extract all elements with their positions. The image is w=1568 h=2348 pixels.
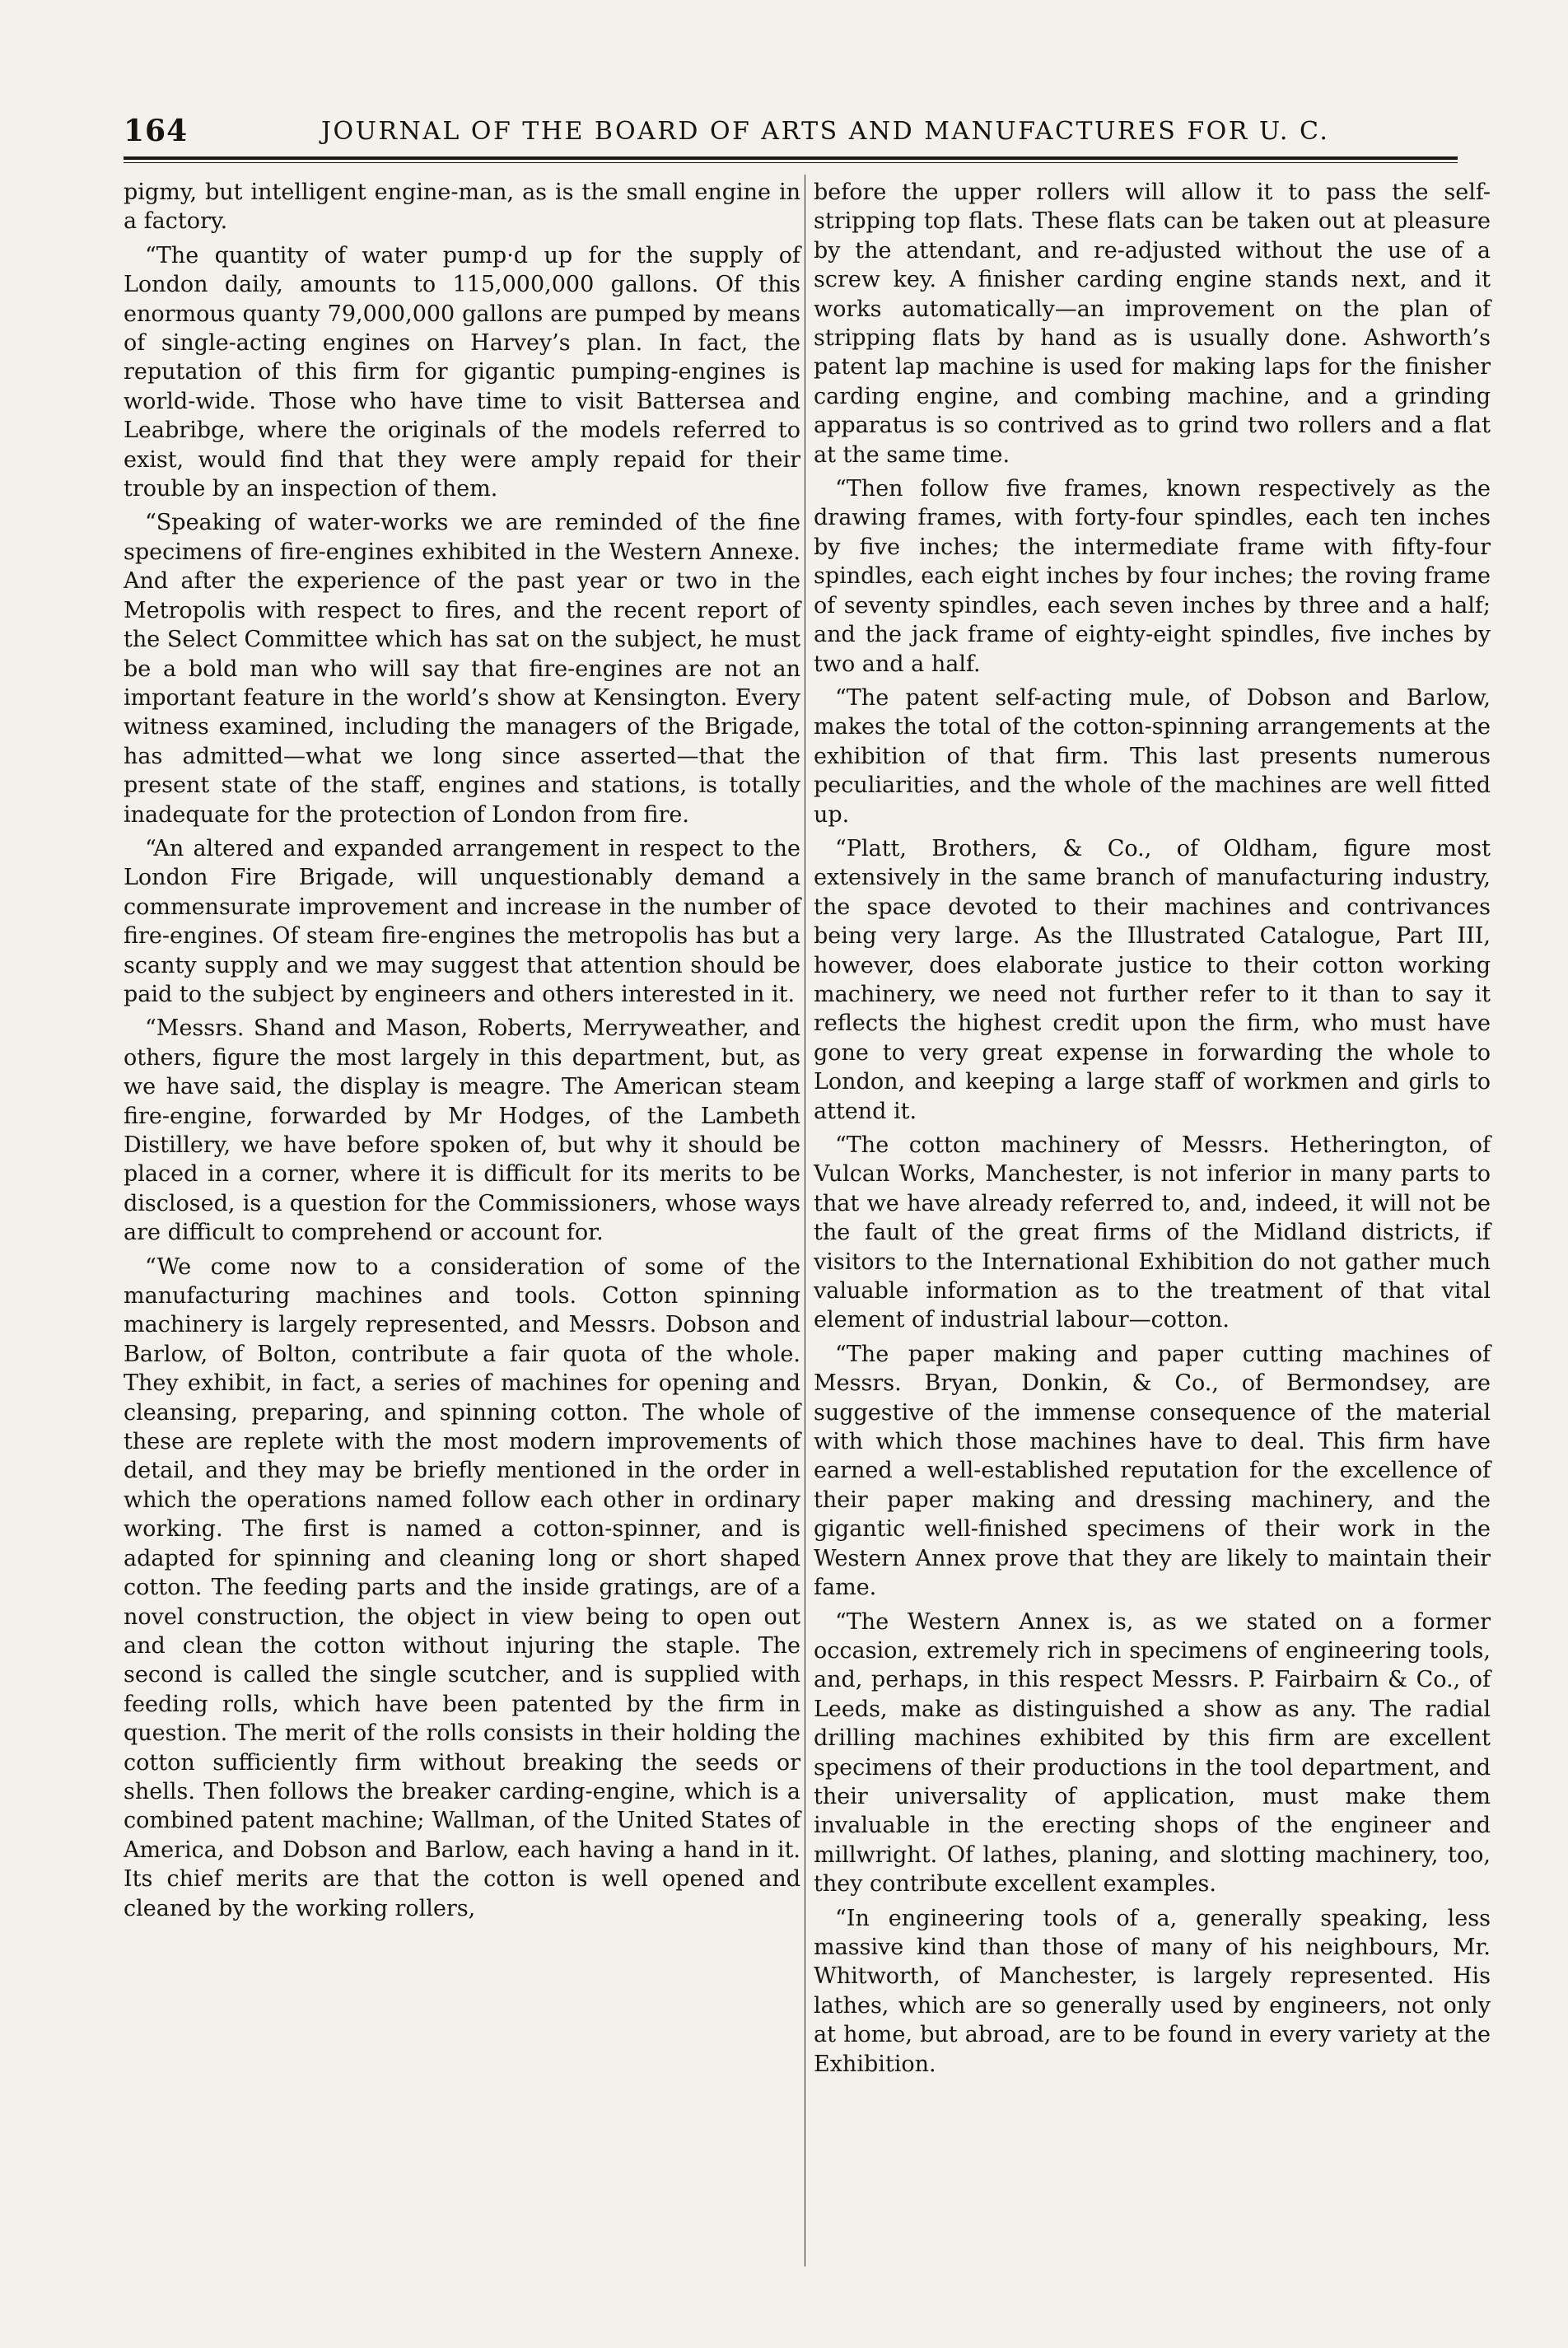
paragraph: pigmy, but intelligent engine-man, as is the small engine in a factory.: [124, 180, 800, 235]
paragraph: “Platt, Brothers, & Co., of Oldham, figure most extensively in the same branch of manufacturing industry, the space devoted to their machines and contrivances being very large. As the Illustrated Catalogue, Part III, however, does elaborate justice to their cotton working machinery, we need not further refer to it than to say it reflects the highest credit upon the firm, who must have gone to very great expense in forwarding the whole to London, and keeping a large staff of workmen and girls to attend it.: [814, 835, 1491, 1124]
header-rule-thin: [124, 162, 1458, 163]
paragraph: before the upper rollers will allow it to pass the self-stripping top flats. These flats can be taken out at pleasure by the attendant, and re-adjusted without the use of a screw key. A finisher carding engine stands next, and it works automatically—an improvement on the plan of stripping flats by hand as is usually done. Ashworth’s patent lap machine is used for making laps for the finisher carding engine, and combing machine, and a grinding apparatus is so contrived as to grind two rollers and a flat at the same time.: [814, 180, 1491, 468]
page-number: 164: [124, 114, 189, 148]
paragraph: “Speaking of water-works we are reminded of the fine specimens of fire-engines exhibited in the Western Annexe. And after the experience of the past year or two in the Metropolis with respect to fires, and the recent report of the Select Committee which has sat on the subject, he must be a bold man who will say that fire-engines are not an important feature in the world’s show at Kensington. Every witness examined, including the managers of the Brigade, has admitted—what we long since asserted—that the present state of the staff, engines and stations, is totally inadequate for the protection of London from fire.: [124, 510, 800, 828]
header-rule: [124, 156, 1458, 160]
left-column: [124, 178, 800, 1928]
paragraph: “The Western Annex is, as we stated on a former occasion, extremely rich in specimens of engineering tools, and, perhaps, in this respect Messrs. P. Fairbairn & Co., of Leeds, make as distinguished a show as any. The radial drilling machines exhibited by this firm are excellent specimens of their productions in the tool department, and their universality of application, must make them invaluable in the erecting shops of the engineer and millwright. Of lathes, planing, and slotting machinery, too, they contribute excellent examples.: [814, 1608, 1491, 1898]
paragraph: “The cotton machinery of Messrs. Hetherington, of Vulcan Works, Manchester, is not inferior in many parts to that we have already referred to, and, indeed, it will not be the fault of the great firms of the Midland districts, if visitors to the International Exhibition do not gather much valuable information as to the treatment of that vital element of industrial labour—cotton.: [814, 1132, 1491, 1333]
paragraph: “The patent self-acting mule, of Dobson and Barlow, makes the total of the cotton-spinning arrangements at the exhibition of that firm. This last presents numerous peculiarities, and the whole of the machines are well fitted up.: [814, 684, 1491, 828]
running-title: JOURNAL OF THE BOARD OF ARTS AND MANUFACTURES FOR U. C.: [321, 117, 1330, 146]
right-column: [814, 178, 1491, 2084]
paragraph: “Then follow five frames, known respectively as the drawing frames, with forty-four spindles, each ten inches by five inches; the intermediate frame with fifty-four spindles, each eight inches by four inches; the roving frame of seventy spindles, each seven inches by three and a half; and the jack frame of eighty-eight spindles, five inches by two and a half.: [814, 476, 1491, 677]
paragraph: “The paper making and paper cutting machines of Messrs. Bryan, Donkin, & Co., of Bermondsey, are suggestive of the immense consequence of the material with which those machines have to deal. This firm have earned a well-established reputation for the excellence of their paper making and dressing machinery, and the gigantic well-finished specimens of their work in the Western Annex prove that they are likely to maintain their fame.: [814, 1341, 1491, 1601]
paragraph: “An altered and expanded arrangement in respect to the London Fire Brigade, will unquestionably demand a commensurate improvement and increase in the number of fire-engines. Of steam fire-engines the metropolis has but a scanty supply and we may suggest that attention should be paid to the subject by engineers and others interested in it.: [124, 835, 800, 1007]
paragraph: “In engineering tools of a, generally speaking, less massive kind than those of many of his neighbours, Mr. Whitworth, of Manchester, is largely represented. His lathes, which are so generally used by engineers, not only at home, but abroad, are to be found in every variety at the Exhibition.: [814, 1905, 1491, 2077]
paragraph: “Messrs. Shand and Mason, Roberts, Merryweather, and others, figure the most largely in this department, but, as we have said, the display is meagre. The American steam fire-engine, forwarded by Mr Hodges, of the Lambeth Distillery, we have before spoken of, but why it should be placed in a corner, where it is difficult for its merits to be disclosed, is a question for the Commissioners, whose ways are difficult to comprehend or account for.: [124, 1015, 800, 1246]
paragraph: “We come now to a consideration of some of the manufacturing machines and tools. Cotton spinning machinery is largely represented, and Messrs. Dobson and Barlow, of Bolton, contribute a fair quota of the whole. They exhibit, in fact, a series of machines for opening and cleansing, preparing, and spinning cotton. The whole of these are replete with the most modern improvements of detail, and they may be briefly mentioned in the order in which the operations named follow each other in ordinary working. The first is named a cotton-spinner, and is adapted for spinning and cleaning long or short shaped cotton. The feeding parts and the inside gratings, are of a novel construction, the object in view being to open out and clean the cotton without injuring the staple. The second is called the single scutcher, and is supplied with feeding rolls, which have been patented by the firm in question. The merit of the rolls consists in their holding the cotton sufficiently firm without breaking the seeds or shells. Then follows the breaker carding-engine, which is a combined patent machine; Wallman, of the United States of America, and Dobson and Barlow, each having a hand in it. Its chief merits are that the cotton is well opened and cleaned by the working rollers,: [124, 1253, 800, 1921]
paragraph: “The quantity of water pump·d up for the supply of London daily, amounts to 115,000,000 gallons. Of this enormous quanty 79,000,000 gallons are pumped by means of single-acting engines on Harvey’s plan. In fact, the reputation of this firm for gigantic pumping-engines is world-wide. Those who have time to visit Battersea and Leabribge, where the originals of the models referred to exist, would find that they were amply repaid for their trouble by an inspection of them.: [124, 242, 800, 502]
page-header: [124, 114, 1458, 155]
